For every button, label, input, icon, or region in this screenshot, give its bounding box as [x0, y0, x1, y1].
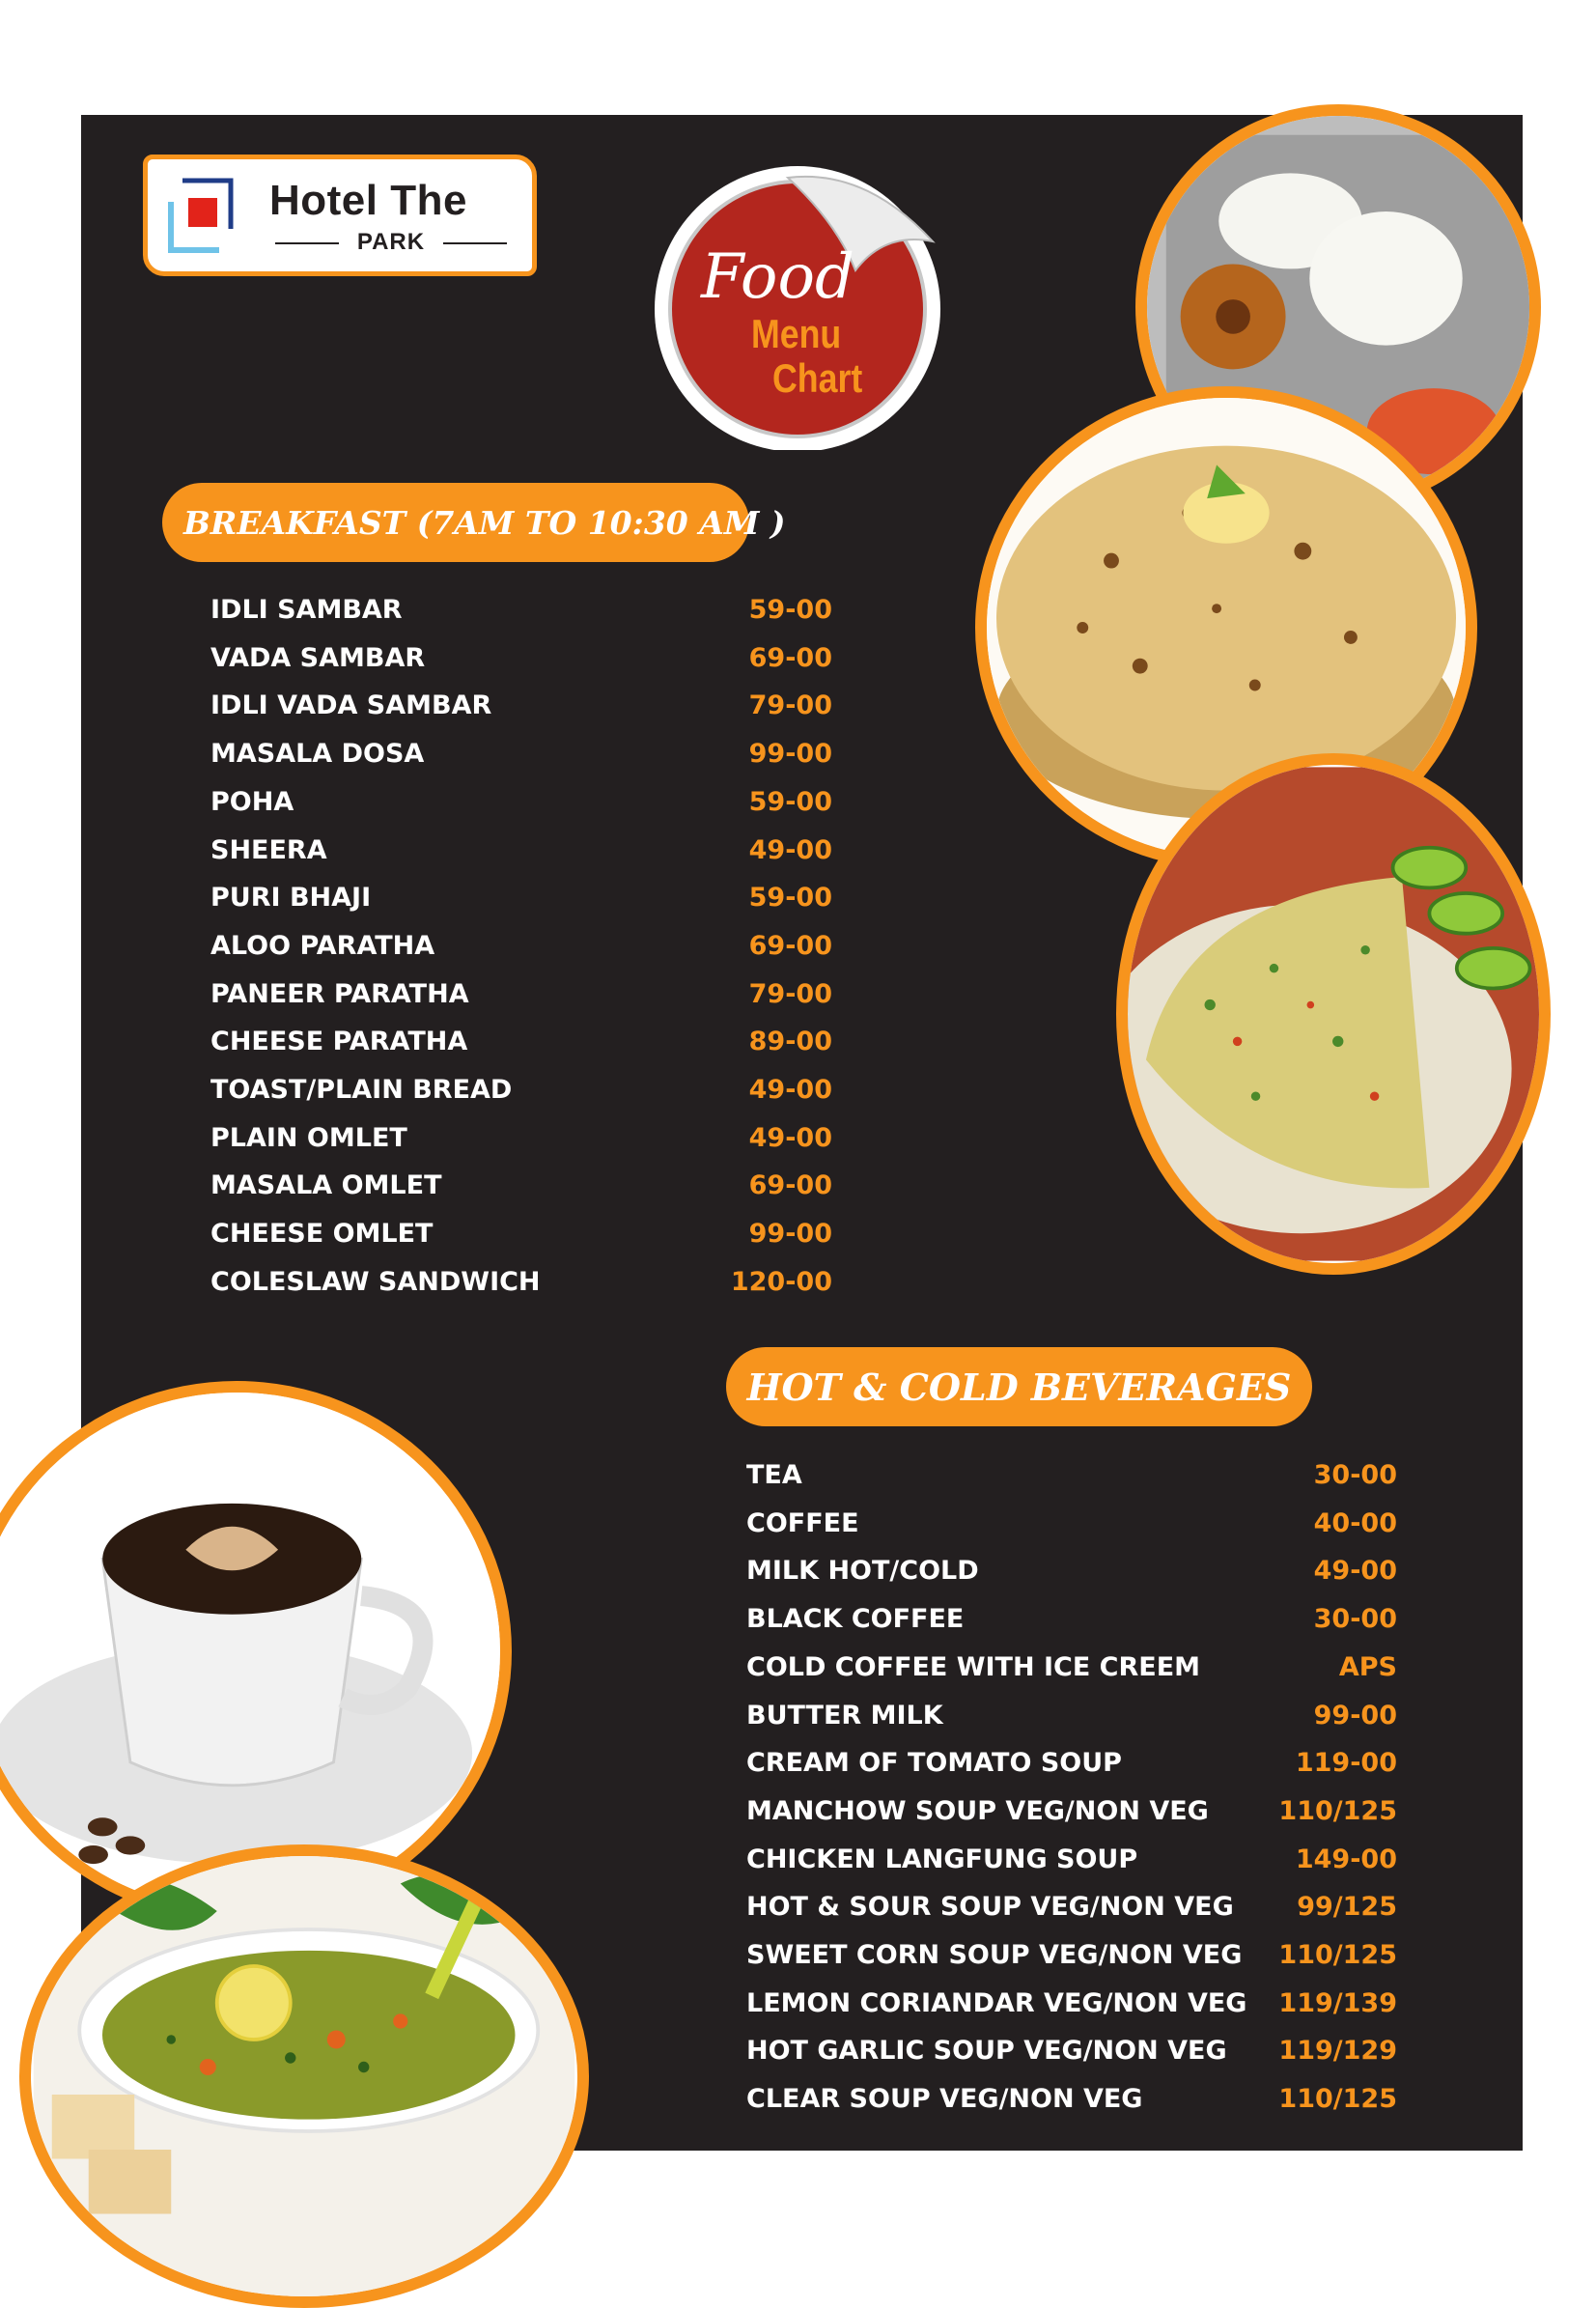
beverage-item-name: TEA	[746, 1460, 802, 1490]
badge-line-food: Food	[701, 241, 854, 313]
beverage-item-price: 110/125	[1278, 2084, 1397, 2115]
hotel-logo	[143, 155, 537, 276]
soup-photo	[19, 1844, 589, 2308]
badge-line-chart: Chart	[772, 355, 863, 401]
breakfast-item-name: PURI BHAJI	[210, 883, 372, 914]
breakfast-item-price: 89-00	[748, 1027, 832, 1057]
beverage-item-price: 119/129	[1278, 2036, 1397, 2067]
breakfast-item-price: 99-00	[748, 1219, 832, 1250]
beverage-item-price: 30-00	[1313, 1460, 1397, 1490]
breakfast-item-name: ALOO PARATHA	[210, 930, 435, 961]
beverage-item-price: 119/139	[1278, 1987, 1397, 2018]
beverage-item-price: 99-00	[1313, 1700, 1397, 1731]
breakfast-item-price: 59-00	[748, 786, 832, 817]
beverage-item-price: 149-00	[1295, 1844, 1397, 1874]
breakfast-item-price: 59-00	[748, 595, 832, 625]
breakfast-item-name: PLAIN OMLET	[210, 1122, 407, 1153]
breakfast-item-name: VADA SAMBAR	[210, 642, 426, 673]
beverage-item-price: APS	[1338, 1651, 1397, 1682]
beverage-item-price: 30-00	[1313, 1604, 1397, 1635]
breakfast-item-price: 49-00	[748, 834, 832, 865]
breakfast-item-name: PANEER PARATHA	[210, 978, 469, 1009]
beverage-item-name: LEMON CORIANDAR VEG/NON VEG	[746, 1987, 1247, 2018]
beverage-item-price: 49-00	[1313, 1556, 1397, 1587]
beverage-item-name: COLD COFFEE WITH ICE CREEM	[746, 1651, 1201, 1682]
breakfast-item-price: 59-00	[748, 883, 832, 914]
beverage-item-name: MILK HOT/COLD	[746, 1556, 979, 1587]
breakfast-item-price: 120-00	[730, 1266, 832, 1297]
breakfast-item-name: SHEERA	[210, 834, 327, 865]
beverage-item-name: MANCHOW SOUP VEG/NON VEG	[746, 1795, 1209, 1826]
logo-title: Hotel The	[269, 177, 467, 224]
beverage-item-name: CHICKEN LANGFUNG SOUP	[746, 1844, 1138, 1874]
breakfast-section-header: BREAKFAST (7AM TO 10:30 AM )	[162, 483, 749, 562]
omelette-photo	[1116, 753, 1551, 1275]
breakfast-item-name: CHEESE PARATHA	[210, 1027, 468, 1057]
breakfast-item-name: TOAST/PLAIN BREAD	[210, 1075, 513, 1105]
breakfast-item-name: IDLI VADA SAMBAR	[210, 690, 492, 721]
beverage-item-price: 110/125	[1278, 1795, 1397, 1826]
omelette-icon	[1128, 765, 1539, 1263]
breakfast-item-price: 49-00	[748, 1122, 832, 1153]
beverage-item-price: 119-00	[1295, 1748, 1397, 1779]
beverage-item-name: CLEAR SOUP VEG/NON VEG	[746, 2084, 1143, 2115]
coffee-cup-icon	[0, 1393, 500, 1910]
breakfast-item-name: MASALA OMLET	[210, 1170, 442, 1201]
beverage-item-name: BUTTER MILK	[746, 1700, 943, 1731]
beverage-item-name: HOT & SOUR SOUP VEG/NON VEG	[746, 1892, 1234, 1923]
beverage-item-price: 110/125	[1278, 1940, 1397, 1970]
breakfast-item-price: 69-00	[748, 1170, 832, 1201]
breakfast-item-price: 79-00	[748, 690, 832, 721]
beverage-item-name: SWEET CORN SOUP VEG/NON VEG	[746, 1940, 1243, 1970]
breakfast-item-price: 99-00	[748, 739, 832, 770]
beverage-item-name: COFFEE	[746, 1507, 859, 1538]
breakfast-item-name: COLESLAW SANDWICH	[210, 1266, 541, 1297]
logo-subtitle: PARK	[269, 229, 513, 256]
badge-line-menu: Menu	[751, 311, 842, 356]
beverage-item-name: BLACK COFFEE	[746, 1604, 965, 1635]
breakfast-item-name: IDLI SAMBAR	[210, 595, 403, 625]
beverage-item-price: 40-00	[1313, 1507, 1397, 1538]
breakfast-item-name: POHA	[210, 786, 294, 817]
breakfast-item-price: 49-00	[748, 1075, 832, 1105]
beverage-item-name: CREAM OF TOMATO SOUP	[746, 1748, 1122, 1779]
breakfast-item-name: CHEESE OMLET	[210, 1219, 434, 1250]
soup-bowl-icon	[31, 1856, 577, 2296]
breakfast-item-price: 79-00	[748, 978, 832, 1009]
beverage-item-name: HOT GARLIC SOUP VEG/NON VEG	[746, 2036, 1227, 2067]
beverage-item-price: 99/125	[1297, 1892, 1397, 1923]
breakfast-item-name: MASALA DOSA	[210, 739, 425, 770]
breakfast-item-price: 69-00	[748, 930, 832, 961]
breakfast-item-price: 69-00	[748, 642, 832, 673]
logo-mark-icon	[163, 173, 238, 258]
beverages-section-header: HOT & COLD BEVERAGES	[726, 1347, 1312, 1426]
